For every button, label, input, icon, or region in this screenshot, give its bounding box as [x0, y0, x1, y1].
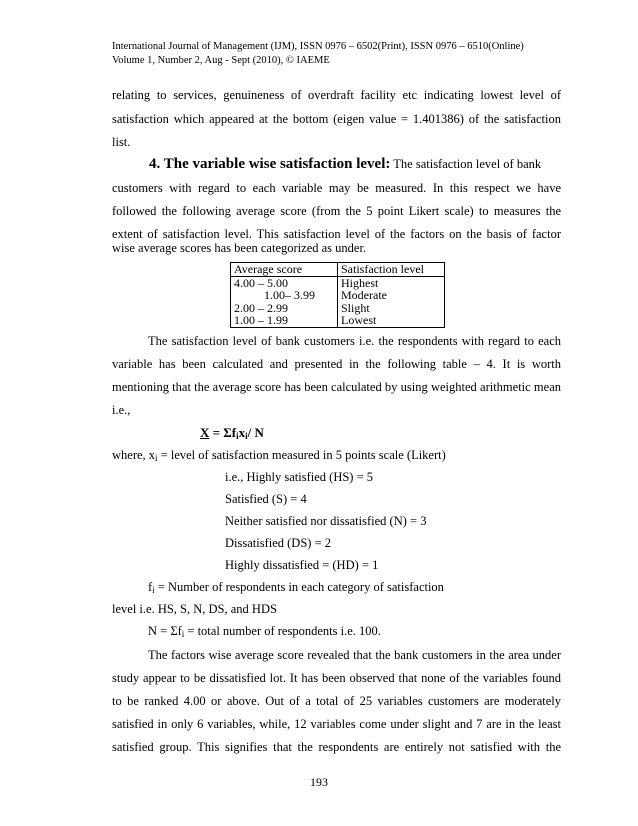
score-range: 4.00 – 5.00	[234, 275, 288, 290]
where-rest: = level of satisfaction measured in 5 points scale (Likert)	[157, 448, 446, 462]
likert-item: Neither satisfied nor dissatisfied (N) = 3	[225, 514, 427, 528]
average-score-table	[230, 262, 445, 328]
where-sub: i	[155, 453, 158, 463]
where-line	[112, 447, 446, 466]
table-header-cell: Average score	[231, 263, 338, 277]
formula-sub: i	[236, 431, 239, 441]
n-sub: i	[181, 629, 185, 639]
satisfaction-level: Moderate	[341, 288, 387, 302]
table-cell	[338, 276, 445, 327]
score-range: 1.00 – 1.99	[234, 313, 288, 327]
para3-line4: satisfied in only 6 variables, while, 12 variables come under slight and 7 are in the least	[112, 717, 561, 731]
score-range: 1.00– 3.99	[264, 288, 315, 302]
section-line4: wise average scores has been categorized as under.	[112, 241, 367, 255]
section-heading-rest: The satisfaction level of bank	[390, 157, 542, 171]
section-heading: 4. The variable wise satisfaction level:	[149, 156, 391, 172]
n-rest: = total number of respondents i.e. 100.	[184, 624, 381, 638]
likert-item: Satisfied (S) = 4	[225, 492, 307, 506]
table-row	[231, 276, 445, 327]
n-prefix: N = Σf	[148, 624, 182, 638]
journal-header	[112, 40, 524, 68]
table-cell	[231, 276, 338, 327]
satisfaction-level: Highest	[341, 275, 379, 290]
table-header-row	[231, 263, 445, 277]
likert-item: Highly dissatisfied = (HD) = 1	[225, 558, 379, 572]
fi-line2: level i.e. HS, S, N, DS, and HDS	[112, 602, 277, 616]
likert-item: Dissatisfied (DS) = 2	[225, 536, 331, 550]
formula-x2: x	[238, 425, 246, 440]
formula-x: X	[200, 425, 210, 440]
para3-line2: study appear to be dissatisfied lot. It has been observed that none of the variables found	[112, 671, 561, 685]
section-line2: followed the following average score (from the 5 point Likert scale) to measures the	[112, 204, 561, 218]
formula-rest: / N	[247, 425, 264, 440]
formula-sub: i	[245, 431, 248, 441]
journal-header-line2: Volume 1, Number 2, Aug - Sept (2010), © IAEME	[112, 55, 330, 66]
table-header-cell: Satisfaction level	[338, 263, 445, 277]
section-heading-line	[149, 156, 561, 172]
fi-rest: = Number of respondents in each category of satisfaction	[154, 580, 444, 594]
fi-f: f	[148, 580, 153, 594]
journal-header-line1: International Journal of Management (IJM), ISSN 0976 – 6502(Print), ISSN 0976 – 6510(Online)	[112, 41, 524, 52]
n-line	[148, 623, 381, 642]
satisfaction-level: Slight	[341, 300, 370, 315]
para3-line1: The factors wise average score revealed that the bank customers in the area under	[148, 648, 561, 662]
where-prefix: where, x	[112, 448, 156, 462]
page-number: 193	[310, 775, 328, 789]
para2-line2: variable has been calculated and presented in the following table – 4. It is worth	[112, 357, 561, 371]
fi-sub: i	[152, 585, 155, 595]
satisfaction-level: Lowest	[341, 313, 377, 327]
section-line3: extent of satisfaction level. This satisfaction level of the factors on the basis of factor	[112, 227, 561, 241]
para2-line3: mentioning that the average score has been calculated by using weighted arithmetic mean	[112, 380, 561, 394]
section-line1: customers with regard to each variable may be measured. In this respect we have	[112, 181, 561, 195]
para1-line2: satisfaction which appeared at the bottom (eigen value = 1.401386) of the satisfaction	[112, 112, 561, 126]
para3-line5: satisfied group. This signifies that the respondents are entirely not satisfied with the	[112, 740, 561, 754]
para1-line3: list.	[112, 135, 131, 149]
para3-line3: to be ranked 4.00 or above. Out of a total of 25 variables customers are moderately	[112, 694, 561, 708]
para2-line1: The satisfaction level of bank customers i.e. the respondents with regard to each	[148, 334, 561, 348]
likert-item: i.e., Highly satisfied (HS) = 5	[225, 470, 374, 484]
para1-line1: relating to services, genuineness of overdraft facility etc indicating lowest level of	[112, 88, 561, 102]
fi-line	[148, 579, 444, 598]
weighted-mean-formula	[200, 425, 264, 441]
score-range: 2.00 – 2.99	[234, 300, 288, 315]
formula-eq: = Σf	[209, 425, 237, 440]
para2-line4: i.e.,	[112, 403, 131, 417]
